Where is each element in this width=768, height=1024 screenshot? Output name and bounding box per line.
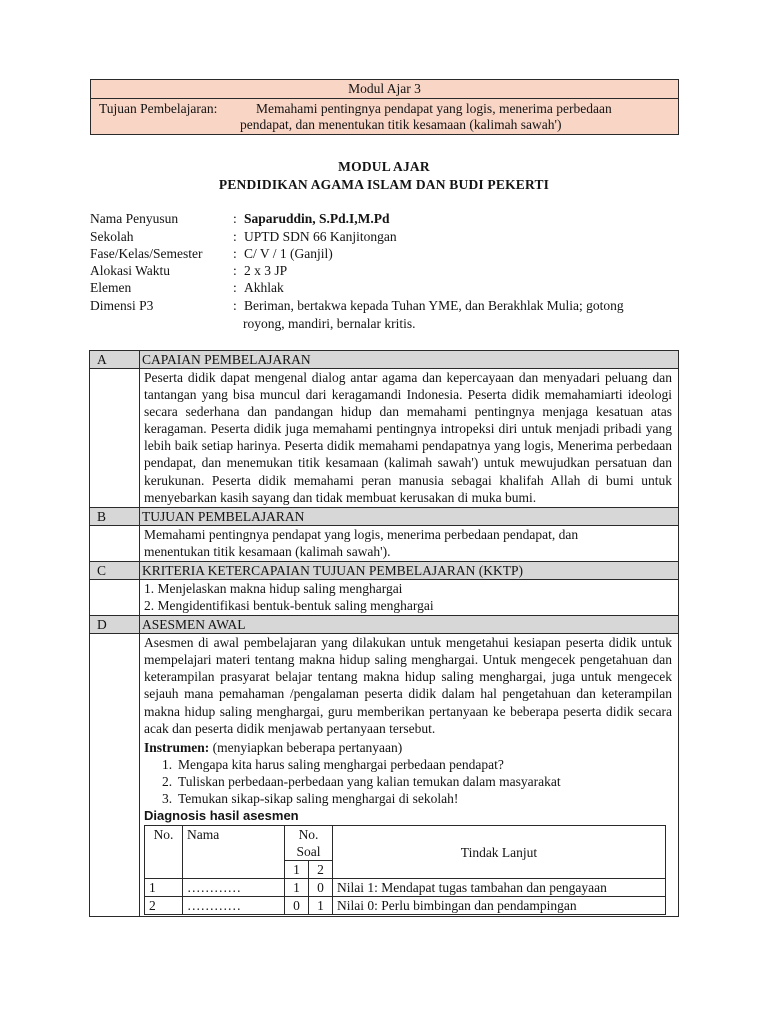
- capaian-text: Peserta didik dapat mengenal dialog antar agama dan kepercayaan dan menyadari peluang dan tantangan yang bisa muncul dari keragamandi Indonesia. Peserta didik memahamiarti ideologi secara sederhana dan pandangan hidup dan memahami pentingnya menjaga kesatuan atas keragaman. Peserta didik juga memahami pentingnya intropeksi diri untuk menjadi pribadi yang lebih baik setiap harinya. Peserta didik memahami pendapatnya yang logis, Menerima perbedaan pendapat, dan menemukan titik kesamaan (kalimah sawah') untuk mewujudkan persatuan dan kerukunan. Peserta didik memahami peran manusia sebagai khalifah Allah di bumi untuk menyebarkan kasih sayang dan tidak membuat kerusakan di muka bumi.: [144, 370, 672, 505]
- kktp-item: 1. Menjelaskan makna hidup saling menghargai: [144, 580, 403, 596]
- asesmen-text: Asesmen di awal pembelajaran yang dilakukan untuk mengetahui kesiapan peserta didik untuk mempelajari materi tentang makna hidup saling menghargai. Untuk mengecek pengetahuan dan keterampilan prasyarat belajar tentang makna hidup saling menghargai, juga untuk mengecek sejauh mana pemahaman /pengalaman peserta didik dalam hal pengetahuan dan keterampilan makna hidup saling menghargai, guru memberikan pertanyaan ke beberapa peserta didik secara acak dan peserta didik menjawab pertanyaan tersebut.: [144, 635, 672, 736]
- col-header-soal-2: 2: [309, 861, 333, 879]
- cell-soal-2: 1: [309, 897, 333, 915]
- tujuan-text-line1: Memahami pentingnya pendapat yang logis, menerima perbedaan pendapat, dan: [144, 526, 579, 542]
- identity-value-continued: royong, mandiri, bernalar kritis.: [243, 316, 416, 331]
- section-a-header: [90, 351, 678, 369]
- section-heading: CAPAIAN PEMBELAJARAN: [142, 352, 311, 367]
- identity-row-fase: [90, 245, 690, 263]
- question-text: Temukan sikap-sikap saling menghargai di sekolah!: [178, 790, 459, 806]
- table-row: [145, 879, 666, 897]
- identity-label: Nama Penyusun: [90, 211, 179, 226]
- section-heading: ASESMEN AWAL: [142, 617, 246, 633]
- goal-text-line1: Memahami pentingnya pendapat yang logis, menerima perbedaan: [256, 101, 612, 116]
- cell-soal-1: 1: [285, 879, 309, 897]
- diagnosis-title: Diagnosis hasil asesmen: [144, 808, 299, 824]
- diagnosis-header-row: [145, 826, 666, 861]
- identity-label: Fase/Kelas/Semester: [90, 246, 203, 261]
- identity-value: UPTD SDN 66 Kanjitongan: [244, 229, 397, 244]
- identity-value: Saparuddin, S.Pd.I,M.Pd: [244, 211, 390, 226]
- col-header-tindak: Tindak Lanjut: [333, 826, 666, 879]
- identity-colon: :: [233, 229, 237, 244]
- question-text: Tuliskan perbedaan-perbedaan yang kalian temukan dalam masyarakat: [178, 773, 561, 789]
- instrumen-label: Instrumen:: [144, 739, 210, 755]
- identity-colon: :: [233, 298, 237, 313]
- col-header-no: No.: [145, 826, 183, 879]
- identity-row-penyusun: [90, 210, 690, 228]
- identity-value: Beriman, bertakwa kepada Tuhan YME, dan Berakhlak Mulia; gotong: [244, 298, 624, 313]
- identity-value: 2 x 3 JP: [244, 263, 288, 278]
- cell-soal-1: 0: [285, 897, 309, 915]
- cell-no: 2: [145, 897, 183, 915]
- identity-row-elemen: [90, 279, 690, 297]
- document-title-line2: PENDIDIKAN AGAMA ISLAM DAN BUDI PEKERTI: [218, 177, 550, 192]
- module-goal: [91, 99, 678, 134]
- identity-row-dimensi: [90, 297, 690, 315]
- section-letter: B: [97, 508, 107, 524]
- cell-soal-2: 0: [309, 879, 333, 897]
- identity-row-sekolah: [90, 228, 690, 246]
- instrumen-line: [144, 739, 672, 756]
- question-text: Mengapa kita harus saling menghargai perbedaan pendapat?: [178, 756, 504, 772]
- section-d-header: [90, 616, 678, 634]
- cell-tindak: Nilai 0: Perlu bimbingan dan pendampingan: [333, 897, 666, 915]
- cell-tindak: Nilai 1: Mendapat tugas tambahan dan pengayaan: [333, 879, 666, 897]
- module-title: Modul Ajar 3: [91, 80, 678, 99]
- goal-label: Tujuan Pembelajaran:: [99, 101, 218, 116]
- section-a-body: [90, 369, 678, 508]
- kktp-item: 2. Mengidentifikasi bentuk-bentuk saling menghargai: [144, 598, 434, 614]
- question-item: [144, 756, 672, 773]
- identity-label: Alokasi Waktu: [90, 263, 171, 278]
- identity-label: Sekolah: [90, 229, 134, 244]
- section-c-header: [90, 562, 678, 580]
- question-item: [144, 790, 672, 807]
- question-item: [144, 773, 672, 790]
- tujuan-text-line2: menentukan titik kesamaan (kalimah sawah').: [144, 543, 391, 559]
- identity-label: Elemen: [90, 280, 132, 295]
- identity-label: Dimensi P3: [90, 298, 154, 313]
- module-header-box: [90, 79, 679, 135]
- question-number: 1.: [162, 756, 173, 772]
- cell-nama: …………: [183, 879, 285, 897]
- identity-colon: :: [233, 280, 237, 295]
- col-header-soal-1: 1: [285, 861, 309, 879]
- question-number: 2.: [162, 773, 173, 789]
- col-header-soal: No. Soal: [285, 826, 333, 861]
- identity-colon: :: [233, 211, 237, 226]
- identity-value: C/ V / 1 (Ganjil): [244, 246, 333, 261]
- identity-row-dimensi-cont: [90, 315, 690, 333]
- section-letter: A: [97, 352, 107, 367]
- section-letter: D: [97, 617, 107, 633]
- section-letter: C: [97, 562, 107, 578]
- identity-row-alokasi: [90, 262, 690, 280]
- section-heading: TUJUAN PEMBELAJARAN: [142, 508, 305, 524]
- section-b-header: [90, 508, 678, 526]
- cell-no: 1: [145, 879, 183, 897]
- identity-colon: :: [233, 246, 237, 261]
- section-heading: KRITERIA KETERCAPAIAN TUJUAN PEMBELAJARAN (KKTP): [142, 562, 524, 578]
- table-row: [145, 897, 666, 915]
- section-d-body: [90, 634, 678, 916]
- identity-value: Akhlak: [244, 280, 284, 295]
- cell-nama: …………: [183, 897, 285, 915]
- diagnosis-table: [144, 825, 666, 915]
- question-number: 3.: [162, 790, 173, 806]
- goal-text-line2: pendapat, dan menentukan titik kesamaan (kalimah sawah'): [240, 117, 562, 132]
- document-title-line1: MODUL AJAR: [338, 159, 430, 174]
- lesson-plan-table: [89, 350, 679, 917]
- col-header-nama: Nama: [183, 826, 285, 879]
- identity-colon: :: [233, 263, 237, 278]
- instrumen-text: (menyiapkan beberapa pertanyaan): [209, 739, 403, 755]
- section-b-body: [90, 526, 678, 562]
- section-c-body: [90, 580, 678, 616]
